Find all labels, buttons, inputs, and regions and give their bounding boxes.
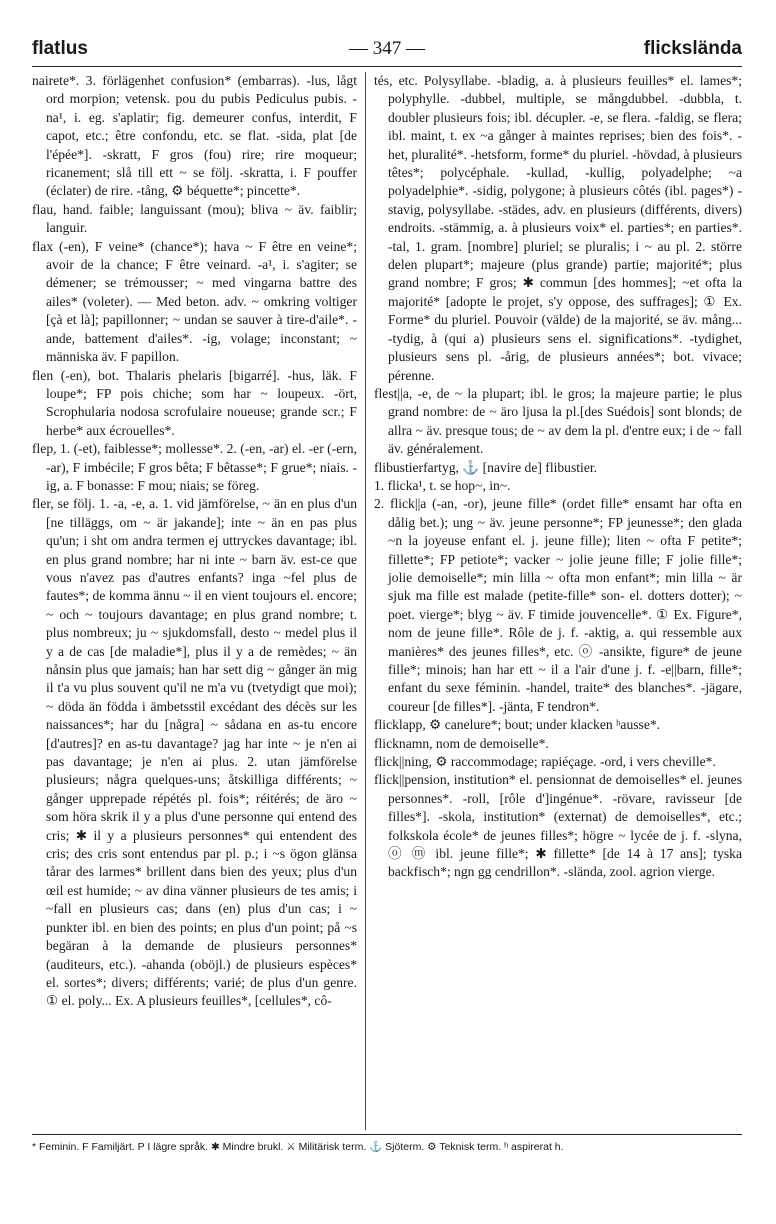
entry-flicknamn: flicknamn, nom de demoiselle*. [374,735,549,751]
left-column [32,72,357,1130]
entry-flibustierfartyg: flibustierfartyg, ⚓ [navire de] flibustier. [374,459,598,475]
entry-flicka-2: 2. flick||a (-an, -or), jeune fille* (ordet fille* ensamt har ofta en dålig bet.); ung ~ äv. jeune personne*; FP jeunesse*; den glada ~n la joyeuse enfant el. j. jeune fille); liten ~ ofta F petite*; fillette*; FP petiote*; vacker ~ jolie jeune fille; F jolie fille*; jolie demoiselle*; min lilla ~ ofta mon enfant*; min lilla ~ är sjuk ma fille est malade (petite-fille* son- el. dotters dotter); ~ poet. vierge*; blyg ~ äv. F timide jouvencelle*. ① Ex. Figure*, nom de jeune fille*. Rôle de j. f. -aktig, a. qui ressemble aux manières* des jeunes filles*, etc. ⓞ -ansikte, figure* de jeune fille*; minois; han har ett ~ il a l'air d'une j. f. -e||barn, fille*; enfant du sexe féminin. -handel, traite* des blanches*. -jägare, coureur [de filles*]. -jänta, F tendron*. [374,496,742,714]
column-divider [365,72,366,1130]
header-rule [32,66,742,67]
entry-continuation: nairetе*. 3. förlägenhet confusion* (embarras). -lus, lågt ord morpion; vetensk. pou du pubis Pediculus pubis. -na¹, i. eg. s'aplatir; fig. demeurer confus, interdit, F capot, etc.; être confondu, etc. se flat. -sida, plat [de l'épée*]. -skratt, F gros (fou) rire; rire moqueur; ricanement; slå till ett ~ se följ. -skratta, i. F pouffer (éclater) de rire. -tång, ⚙ béquette*; pincette*. [32,73,357,199]
entry-flesta: flest||a, -e, de ~ la plupart; ibl. le gros; la majeure partie; le plus grand nombre: de ~ äro ljusa la pl.[des Suédois] sont blonds; de allra ~ äv. presque tous; de ~ av dem la pl. d'entre eux; i de ~ fall äv. généralement. [374,385,742,457]
entry-flen: flen (-en), bot. Thalaris phelaris [bigarré]. -hus, läk. F loupe*; FP pois chiche; som har ~ loupeux. -ört, Scrophularia nodosa scrofulaire noueuse; grande scr.; F herbe* aux écrouelles*. [32,367,357,438]
footer-rule [32,1134,742,1135]
entry-flax: flax (-en), F veine* (chance*); hava ~ F être en veine*; avoir de la chance; F être veinard. -a¹, i. s'agiter; se démener; se trémousser; ~ med vingarna battre des ailes* (voleter). — Med beton. adv. ~ omkring voltiger [çà et là]; papillonner; ~ undan se sauver à tire-d'aile*. -ande, battement d'ailes*. -ig, volage; inconstant; ~ människa äv. F papillon. [32,238,357,365]
page-header [32,34,742,62]
right-column [374,72,742,1130]
entry-flickpension: flick||pension, institution* el. pensionnat de demoiselles* el. jeunes personnes*. -roll, [rôle d']ingénue*. -rövare, ravisseur [de filles*]. -skola, institution* (externat) de demoiselles*, etc.; folkskola école* de jeunes filles*; högre ~ lycée de j. f. -slyna, ⓞ ⓜ ibl. jeune fille*; ✱ fillette* [de 14 à 17 ans]; tyska backfisch*; ngn gg cendrillon*. -slända, zool. agrion vierge. [374,772,742,880]
abbreviation-legend: * Feminin. F Familjärt. P I lägre språk. ✱ Mindre brukl. ⚔ Militärisk term. ⚓ Sjöterm. ⚙ Teknisk term. ʰ aspirerat h. [32,1141,564,1153]
entry-flep: flep, 1. (-et), faiblesse*; mollesse*. 2. (-en, -ar) el. -er (-ern, -ar), F imbécile; F gros bêta; F bêtasse*; F grue*; niais. -ig, a. F bonasse: F mou; niais; se föreg. [32,441,357,493]
page-number: — 347 — [349,38,425,59]
header-left-guide-word: flatlus [32,38,88,59]
entry-flicka-1: 1. flicka¹, t. se hop~, in~. [374,477,511,493]
header-right-guide-word: flickslända [643,38,742,59]
entry-flicklapp: flicklapp, ⚙ canelure*; bout; under klacken ʰausse*. [374,717,661,733]
entry-fler: fler, se följ. 1. -a, -e, a. 1. vid jämförelse, ~ än en plus d'un [ne tilläggs, om ~ är jakande]; inte ~ än en pas plus qu'un; i sht om andra termen ej uttryckes davantage; ibl. en plus grand nombre; har ni inte ~ barn äv. est-ce que vous n'avez pas d'autres enfants? inga ~fel plus de fautes*; de komma ännu ~ il en vient toujours el. encore; ~ och ~ toujours davantage; en plus grand nombre; t. plus nombreux; ju ~ sjukdomsfall, desto ~ medel plus il y a de cas [de maladie*], plus il y a de remèdes; ~ än nånsin plus que jamais; han har sett dig ~ gånger än mig il t'a vu plus souvent qu'il ne m'a vu (tvetydigt que moi); ~ döda än födda i ämbetsstil excédant des décès sur les naissances*; har du [några] ~ sådana en as-tu encore [d'autres]? en as-tu davantage? jag har inte ~ je n'en ai pas davantage; je n'en ai plus. 2. utan jämförelse plusieurs; några quelques-uns; åtskilliga différents; ~ gånger upprepade répétés pl. fois*; réitérés; de äro ~ som höra skrik il y a plus d'une personne qui entend des cris; ✱ il y a plusieurs personnes* qui entendent des cris; des cris sont entendus par pl. p.; i ~s ögon glänsa tårar des larmes* brillent dans bien des yeux; plus d'un œil est humide; ~ av dina vänner plusieurs de tes amis; i ~fall en plusieurs cas; dans (en) plus d'un cas; i ~ punkter ibl. en bien des points; en plus d'un point; på ~s begäran à la demande de plusieurs personnes* (auditeurs, etc.). -ahanda (oböjl.) de plusieurs espèces* el. sortes*; divers; différents; varié; de plus d'un genre. ① el. poly... Ex. A plusieurs feuilles*, [cellules*, cô- [32,496,357,1009]
entry-flickning: flick||ning, ⚙ raccommodage; rapiéçage. -ord, i vers cheville*. [374,754,716,770]
entry-flau: flau, hand. faible; languissant (mou); bliva ~ äv. faiblir; languir. [32,201,357,236]
entry-continuation: tés, etc. Polysyllabe. -bladig, a. à plusieurs feuilles* el. lames*; polyphylle. -dubbel, multiple, se mångdubbel. -dubbla, t. doubler plusieurs fois; ibl. décupler. -e, se flera. -faldig, se flera; ibl. maint, t. ex ~a gånger à maintes reprises; bien des fois*. -het, pluralité*. -hetsform, forme* du pluriel. -hövdad, à plusieurs têtes*; polycéphale. -kullad, -kullig, polyadelphe; ~a polyadelphie*. -sidig, polygone; à plusieurs côtés (ibl. pages*) -stavig, polysyllabe. -städes, adv. en plusieurs (différents, divers) endroits. -stämmig, a. à plusieurs voix* el. parties*; en parties*. -tal, 1. gram. [nombre] pluriel; se pluralis; i ~ au pl. 2. större delen plupart*; majeure (plus grande) partie; majorité*; plus grand nombre; F gros; ✱ commun [des hommes]; ~et ofta la majorité* [adopte le projet, s'y oppose, des suffrages]; ① Ex. Forme* du pluriel. Pouvoir (välde) de la majorité, se äv. mång... -tydig, à (qui a) plusieurs sens el. significations*. -tydighet, plusieurs sens pl. -årig, de plusieurs années*; bot. vivace; pérenne. [374,73,742,383]
